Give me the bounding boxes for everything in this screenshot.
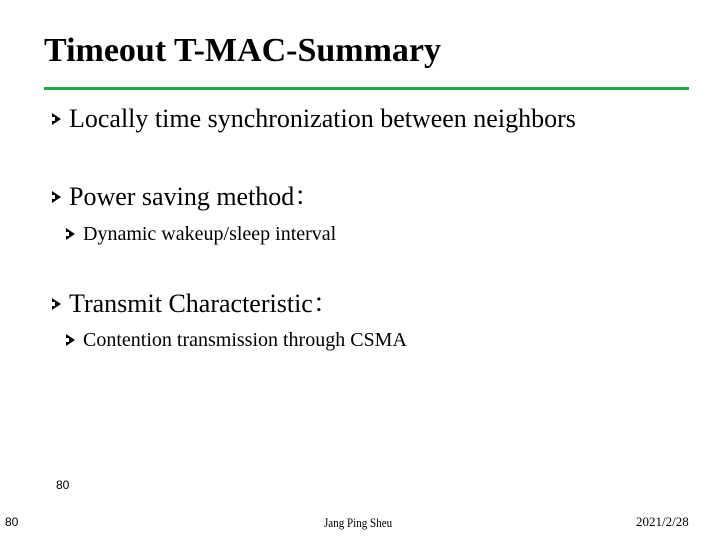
slide-number: 80	[56, 478, 70, 492]
bullet-text: Transmit Characteristic：	[69, 289, 339, 318]
footer-author: Jang Ping Sheu	[324, 515, 393, 530]
arrow-bullet-icon	[52, 113, 61, 125]
sub-bullet-item	[66, 330, 407, 350]
bullet-text: Locally time synchronization between neighbors	[69, 104, 576, 133]
sub-bullet-item	[66, 224, 336, 244]
sub-bullet-text: Contention transmission through CSMA	[83, 329, 407, 351]
bullet-text: Power saving method：	[69, 182, 321, 211]
footer-date: 2021/2/28	[636, 514, 689, 529]
arrow-bullet-icon	[52, 298, 61, 310]
arrow-bullet-icon	[52, 191, 61, 203]
arrow-bullet-icon	[66, 228, 75, 240]
sub-bullet-text: Dynamic wakeup/sleep interval	[83, 223, 337, 245]
bullet-item	[52, 184, 320, 210]
page-number: 80	[5, 515, 19, 529]
bullet-item	[52, 291, 339, 317]
bullet-item	[52, 106, 576, 132]
arrow-bullet-icon	[66, 334, 75, 346]
slide-title: Timeout T-MAC-Summary	[44, 32, 441, 69]
title-underline	[44, 87, 689, 90]
